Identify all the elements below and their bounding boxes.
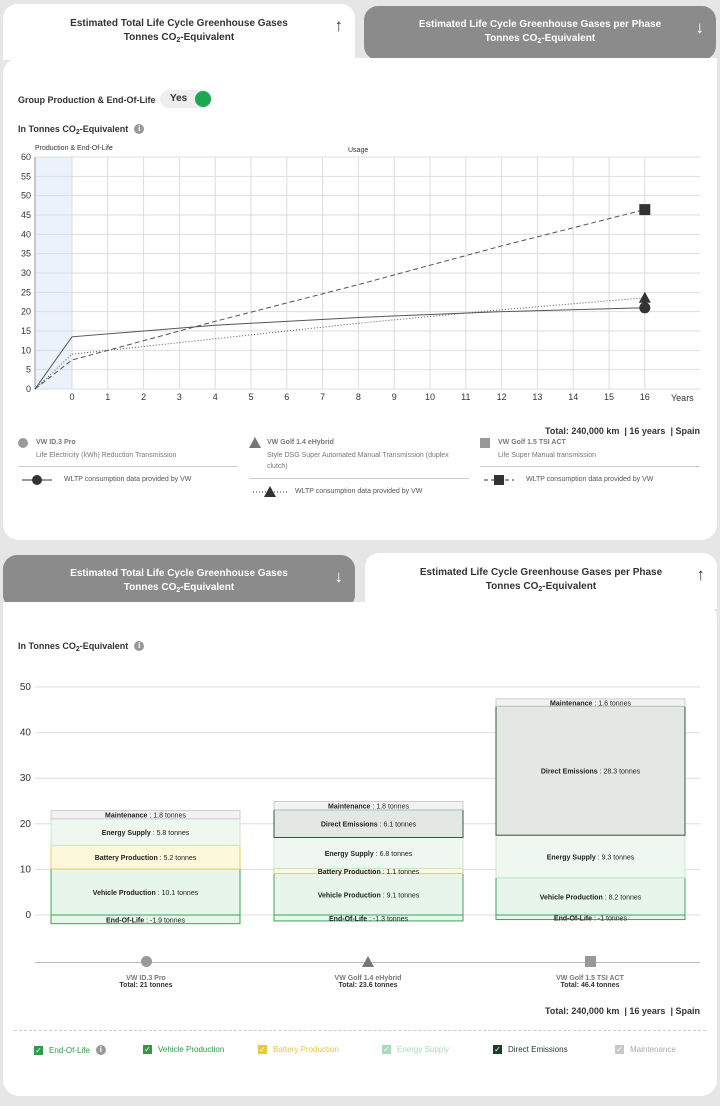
wltp-note: WLTP consumption data provided by VW bbox=[64, 476, 192, 483]
y-tick-label: 0 bbox=[25, 384, 31, 394]
bar-segment-label: End-Of-Life : -1.3 tonnes bbox=[329, 915, 408, 923]
vehicle-name: VW ID.3 Pro bbox=[36, 439, 76, 446]
legend-item-maintenance[interactable]: ✓ Maintenance bbox=[616, 1045, 676, 1054]
x-tick-label: 15 bbox=[603, 392, 615, 402]
x-tick-label: 16 bbox=[639, 392, 650, 402]
bar-vehicle-name: VW ID.3 Pro bbox=[126, 975, 166, 982]
unit-label-bottom: In Tonnes $CO_2$-Equivalent i bbox=[18, 641, 144, 653]
tab-phase-ghg-top[interactable] bbox=[364, 6, 716, 60]
bar-vehicle-total: Total: 46.4 tonnes bbox=[560, 982, 620, 989]
tab-phase-ghg-bottom[interactable] bbox=[365, 553, 717, 609]
bar-segment-label: End-Of-Life : -1.9 tonnes bbox=[106, 917, 185, 925]
y-tick-label: 0 bbox=[25, 910, 31, 921]
x-tick-label: 8 bbox=[355, 392, 361, 402]
series-line bbox=[35, 210, 645, 389]
tab-total-ghg-top[interactable] bbox=[3, 4, 355, 60]
checkbox-icon[interactable]: ✓ bbox=[383, 1045, 390, 1054]
square-line-icon bbox=[484, 474, 514, 486]
toggle-knob bbox=[195, 91, 211, 107]
divider bbox=[249, 478, 469, 479]
y-tick-label: 50 bbox=[20, 190, 31, 201]
region-label-usage: Usage bbox=[348, 147, 369, 154]
bar-segment-label: Maintenance : 1.8 tonnes bbox=[328, 803, 409, 811]
x-tick-label: 2 bbox=[141, 392, 147, 402]
bar-vehicle bbox=[66, 956, 226, 989]
tab-total-title: Estimated Total Life Cycle Greenhouse Gases bbox=[70, 567, 288, 579]
group-toggle-label: Group Production & End-Of-Life bbox=[18, 95, 156, 105]
checkbox-icon[interactable]: ✓ bbox=[494, 1045, 501, 1054]
bar-segment-label: Maintenance : 1.8 tonnes bbox=[105, 812, 186, 820]
x-tick-label: 6 bbox=[284, 392, 290, 402]
bar-segment-label: Vehicle Production : 8.2 tonnes bbox=[539, 894, 642, 902]
arrow-down-icon: ↓ bbox=[695, 18, 704, 37]
bar-segment-label: Energy Supply : 5.8 tonnes bbox=[101, 830, 190, 838]
circle-line-icon bbox=[22, 474, 52, 486]
bar-total-line: Total: 240,000 km | 16 years | Spain bbox=[545, 1006, 700, 1016]
x-tick-label: 5 bbox=[248, 392, 254, 402]
divider bbox=[480, 466, 700, 467]
vehicle-name: VW Golf 1.4 eHybrid bbox=[267, 439, 334, 446]
region-label-production: Production & End-Of-Life bbox=[35, 145, 113, 152]
x-tick-label: 14 bbox=[568, 392, 579, 402]
square-icon bbox=[585, 956, 596, 967]
x-axis-unit: Years bbox=[671, 393, 694, 403]
series-marker-square bbox=[639, 204, 650, 215]
y-tick-label: 30 bbox=[19, 773, 31, 785]
legend-divider bbox=[14, 1030, 706, 1031]
bar-segment-label: Direct Emissions : 6.1 tonnes bbox=[320, 821, 417, 829]
bar-vehicle-total: Total: 23.6 tonnes bbox=[338, 982, 398, 989]
y-tick-label: 20 bbox=[19, 818, 31, 830]
bar-vehicle-total: Total: 21 tonnes bbox=[119, 982, 173, 989]
bar-segment-label: Battery Production : 5.2 tonnes bbox=[94, 855, 197, 863]
x-tick-label: 4 bbox=[212, 392, 218, 402]
legend-item-direct-emissions[interactable]: ✓ Direct Emissions bbox=[494, 1045, 568, 1054]
legend-item-vehicle-production[interactable]: ✓ Vehicle Production bbox=[144, 1045, 225, 1054]
triangle-line-icon bbox=[253, 486, 287, 498]
square-icon bbox=[480, 438, 490, 448]
y-tick-label: 45 bbox=[20, 210, 31, 220]
legend-item-end-of-life[interactable]: ✓ End-Of-Life i bbox=[34, 1045, 106, 1055]
y-tick-label: 10 bbox=[20, 345, 31, 356]
y-tick-label: 35 bbox=[20, 248, 31, 259]
series-marker-circle bbox=[639, 302, 650, 313]
circle-icon bbox=[141, 956, 152, 967]
y-tick-label: 20 bbox=[20, 306, 31, 317]
tab-total-title: Estimated Total Life Cycle Greenhouse Gases bbox=[70, 17, 288, 29]
x-tick-label: 0 bbox=[69, 392, 75, 402]
stacked-bar-chart bbox=[0, 670, 720, 930]
wltp-note: WLTP consumption data provided by VW bbox=[526, 476, 654, 483]
phase-legend bbox=[30, 1045, 690, 1059]
y-tick-label: 50 bbox=[19, 682, 31, 693]
y-tick-label: 30 bbox=[20, 268, 31, 278]
triangle-icon bbox=[362, 956, 374, 967]
y-tick-label: 40 bbox=[20, 229, 31, 240]
tab-phase-unit: Tonnes $CO_2$-Equivalent bbox=[485, 580, 597, 593]
divider bbox=[18, 466, 238, 467]
bar-segment-label: Direct Emissions : 28.3 tonnes bbox=[540, 768, 641, 776]
arrow-up-icon: ↑ bbox=[696, 565, 705, 584]
info-icon[interactable]: i bbox=[96, 1045, 106, 1055]
arrow-down-icon: ↓ bbox=[334, 567, 343, 586]
bar-segment-label: Vehicle Production : 9.1 tonnes bbox=[317, 892, 420, 900]
vehicle-name: VW Golf 1.5 TSI ACT bbox=[498, 439, 566, 446]
wltp-note: WLTP consumption data provided by VW bbox=[295, 488, 423, 495]
checkbox-icon[interactable]: ✓ bbox=[259, 1045, 266, 1054]
tab-total-unit: Tonnes $CO_2$-Equivalent bbox=[123, 31, 235, 44]
bar-vehicle-name: VW Golf 1.5 TSI ACT bbox=[556, 975, 624, 982]
bar-segment-label: Battery Production : 1.1 tonnes bbox=[317, 868, 420, 876]
y-tick-label: 40 bbox=[19, 727, 31, 739]
y-tick-label: 10 bbox=[19, 864, 31, 876]
line-total-line: Total: 240,000 km | 16 years | Spain bbox=[545, 426, 700, 436]
circle-icon bbox=[18, 438, 28, 448]
y-tick-label: 15 bbox=[20, 326, 31, 336]
x-tick-label: 1 bbox=[105, 392, 111, 402]
vehicle-desc: Style DSG Super Automated Manual Transmission (duplex clutch) bbox=[267, 452, 449, 470]
y-tick-label: 5 bbox=[25, 364, 31, 375]
checkbox-icon[interactable]: ✓ bbox=[144, 1045, 151, 1054]
vehicle-desc: Life Electricity (kWh) Reduction Transmission bbox=[36, 452, 177, 459]
x-tick-label: 10 bbox=[424, 392, 436, 402]
bar-segment-label: End-Of-Life : -1 tonnes bbox=[553, 915, 628, 923]
x-tick-label: 11 bbox=[461, 392, 471, 402]
y-tick-label: 55 bbox=[20, 171, 31, 182]
vehicle-desc: Life Super Manual transmission bbox=[498, 452, 597, 459]
checkbox-icon[interactable]: ✓ bbox=[616, 1045, 623, 1054]
y-tick-label: 25 bbox=[20, 287, 31, 298]
y-tick-label: 60 bbox=[20, 152, 31, 162]
tab-total-ghg-bottom[interactable] bbox=[3, 555, 355, 609]
x-tick-label: 12 bbox=[496, 392, 507, 402]
line-chart bbox=[0, 145, 720, 405]
legend-item-battery-production[interactable]: ✓ Battery Production bbox=[259, 1045, 339, 1054]
bar-vehicle bbox=[288, 956, 448, 989]
checkbox-icon[interactable]: ✓ bbox=[35, 1045, 42, 1055]
info-icon[interactable]: i bbox=[134, 641, 144, 651]
tab-phase-title: Estimated Life Cycle Greenhouse Gases per Phase bbox=[419, 566, 663, 578]
bar-segment-label: Maintenance : 1.6 tonnes bbox=[550, 700, 631, 708]
group-toggle[interactable] bbox=[160, 90, 212, 108]
bar-segment-label: Vehicle Production : 10.1 tonnes bbox=[92, 889, 199, 897]
bar-segment-label: Energy Supply : 6.8 tonnes bbox=[324, 850, 413, 858]
legend-item-energy-supply[interactable]: ✓ Energy Supply bbox=[383, 1045, 450, 1054]
tab-phase-unit: Tonnes $CO_2$-Equivalent bbox=[484, 32, 596, 45]
tab-phase-title: Estimated Life Cycle Greenhouse Gases per Phase bbox=[418, 18, 662, 30]
unit-label-top: In Tonnes $CO_2$-Equivalent i bbox=[18, 124, 144, 136]
x-tick-label: 13 bbox=[532, 392, 543, 402]
bar-segment-label: Energy Supply : 9.3 tonnes bbox=[546, 854, 635, 862]
bar-vehicle-name: VW Golf 1.4 eHybrid bbox=[334, 975, 402, 982]
x-tick-label: 9 bbox=[391, 392, 397, 402]
info-icon[interactable]: i bbox=[134, 124, 144, 134]
tab-total-unit: Tonnes $CO_2$-Equivalent bbox=[123, 581, 235, 594]
triangle-icon bbox=[249, 437, 261, 448]
arrow-up-icon: ↑ bbox=[334, 16, 343, 35]
series-marker-triangle bbox=[639, 292, 651, 303]
bar-vehicle bbox=[510, 956, 670, 989]
toggle-value: Yes bbox=[170, 93, 188, 104]
vehicle-legend bbox=[18, 436, 708, 506]
x-tick-label: 3 bbox=[176, 392, 182, 402]
x-tick-label: 7 bbox=[320, 392, 326, 402]
